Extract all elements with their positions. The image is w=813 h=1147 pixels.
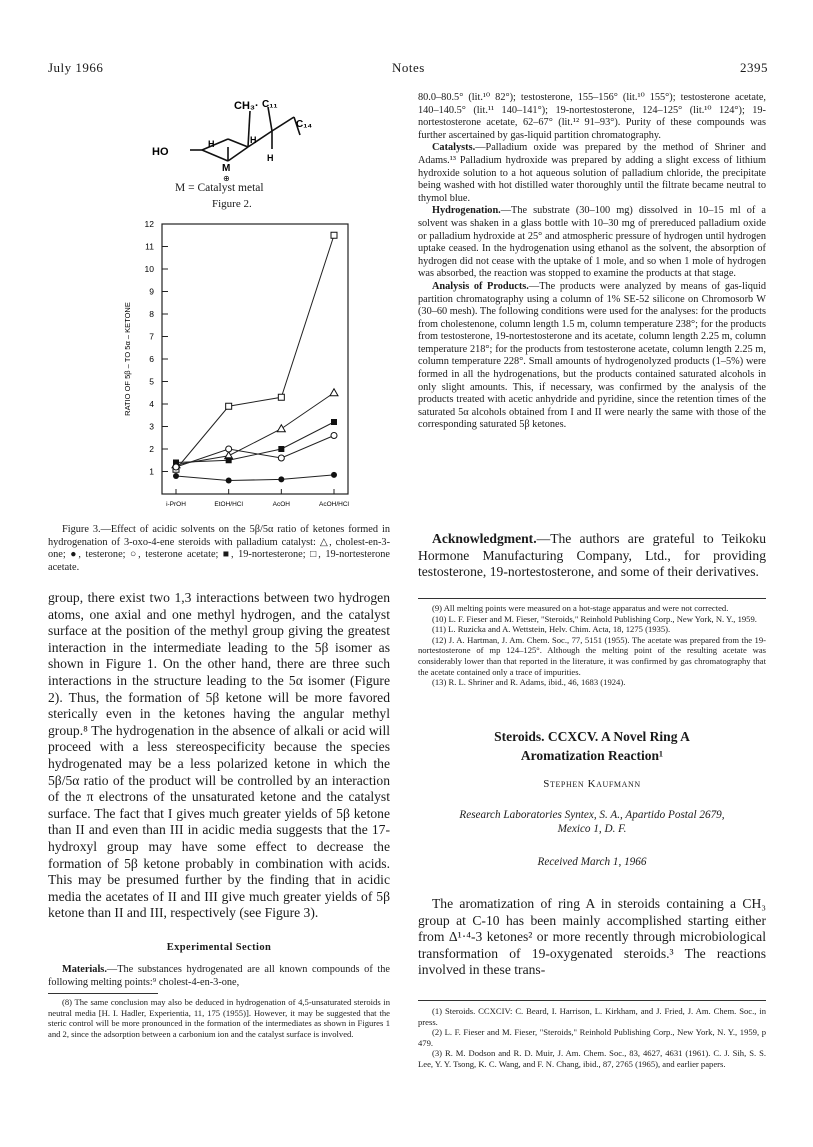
page-number: 2395 — [740, 60, 768, 75]
y-tick-label: 1 — [149, 466, 154, 477]
series-line-5 — [176, 475, 334, 481]
h-label-1: H — [208, 139, 215, 149]
y-tick-label: 7 — [149, 331, 154, 342]
data-point-square-filled — [226, 457, 232, 463]
m-charge: ⊕ — [223, 174, 230, 183]
materials-paragraph: Materials.—The substances hydrogenated are all known compounds of the following melting points:⁹ cholest-4-en-3-one, — [48, 964, 390, 988]
y-tick-label: 5 — [149, 376, 154, 387]
figure3-chart — [118, 216, 358, 528]
catalysts-paragraph: Catalysts.—Palladium oxide was prepared by the method of Shriner and Adams.¹³ Palladium hydroxide was prepared by adding a slight excess of lithium hydroxide solution to a hot aqueous solution of palladium chloride, the precipitate being washed with hot distilled water thoroughly until the filtrate became neutral to thymol blue. — [418, 142, 766, 204]
ch3-label: CH₃· — [234, 100, 259, 112]
running-header-left: July 1966 — [48, 60, 104, 75]
m-label: M — [222, 163, 231, 174]
data-point-circle-open — [173, 464, 179, 470]
data-point-circle-open — [278, 455, 284, 461]
right-column-experimental — [418, 92, 766, 432]
data-point-circle-open — [226, 446, 232, 452]
y-tick-label: 10 — [144, 264, 154, 274]
y-tick-label: 2 — [149, 444, 154, 454]
article-author: Stephen Kaufmann — [543, 778, 641, 790]
y-tick-label: 12 — [144, 219, 154, 229]
hydrogenation-paragraph: Hydrogenation.—The substrate (30–100 mg) dissolved in 10–15 ml of a solvent was shaken in a glass bottle with 10–30 mg of prereduced palladium oxide or palladium hydroxide at 25° and atmospheric pressure of hydrogen until hydrogen uptake ceased. In the hydrogenation using ethanol as the solvent, the absorption of hydrogen did not cease with the uptake of 1 mole, and so when 1 mole of hydrogen was absorbed, the reaction was stopped to examine the products at that stage. — [418, 205, 766, 280]
data-point-circle-filled — [331, 472, 337, 478]
experimental-heading: Experimental Section — [166, 942, 272, 953]
x-tick-label: i-PrOH — [166, 501, 186, 508]
y-tick-label: 6 — [149, 354, 154, 364]
c14-label: C₁₄ — [296, 119, 313, 130]
data-point-circle-open — [331, 433, 337, 439]
data-point-square-filled — [331, 419, 337, 425]
h-label-2: H — [250, 135, 257, 145]
data-point-circle-filled — [173, 473, 179, 479]
x-tick-label: EtOH/HCl — [214, 501, 243, 508]
materials-label: Materials. — [62, 964, 107, 975]
figure3-caption: Figure 3.—Effect of acidic solvents on the 5β/5α ratio of ketones formed in hydrogenation of 3-oxo-4-ene steroids with palladium catalyst: △, cholest-en-3-one; ●, testerone; ○, testerone acetate; ■, 19-nortesterone; □, 19-nortesterone acetate. — [48, 524, 390, 573]
y-tick-label: 8 — [149, 309, 154, 319]
footnote-rule-left — [48, 993, 158, 994]
article-intro: The aromatization of ring A in steroids containing a CH₃ group at C-10 has been mainly accomplished starting either from Δ¹·⁴-3 ketones² or more recently through microbiological transformation of 19-oxygenated steroids.³ The reactions involved in these trans- — [418, 896, 766, 978]
data-point-square-open — [331, 232, 337, 238]
data-point-square-open — [278, 394, 284, 400]
article-affiliation: Research Laboratories Syntex, S. A., Apartido Postal 2679, Mexico 1, D. F. — [459, 809, 725, 835]
structure-bonds — [190, 107, 300, 161]
y-axis-label: RATIO OF 5β – TO 5α – KETONE — [123, 302, 132, 416]
ho-label: HO — [152, 146, 169, 158]
y-tick-label: 3 — [149, 421, 154, 432]
article-received: Received March 1, 1966 — [537, 856, 647, 868]
h-label-3: H — [267, 153, 274, 163]
y-tick-label: 9 — [149, 286, 154, 297]
data-point-triangle-open — [277, 425, 285, 432]
x-tick-label: AcOH/HCl — [319, 501, 349, 508]
footnote-rule-article — [418, 1000, 766, 1001]
article-footnotes: (1) Steroids. CCXCIV: C. Beard, I. Harrison, L. Kirkham, and J. Fried, J. Am. Chem. Soc., in press. (2) L. F. Fieser and M. Fieser, "Steroids," Reinhold Publishing Corp., New York, N. Y., 1959, p 479. (3) R. M. Dodson and R. D. Muir, J. Am. Chem. Soc., 83, 4627, 4631 (1961). C. J. Sih, S. S. Lee, Y. Y. Tsong, K. C. Wang, and F. N. Chang, ibid., 87, 2765 (1965), and earlier papers. — [418, 1006, 766, 1069]
c11-label: C₁₁ — [262, 99, 278, 110]
acknowledgment: Acknowledgment.—The authors are grateful to Teikoku Hormone Manufacturing Company, Ltd., for providing testosterone, 19-nortestosterone, and some of their derivatives. — [418, 531, 766, 580]
data-point-triangle-open — [330, 389, 338, 396]
discussion-paragraph: group, there exist two 1,3 interactions between two hydrogen atoms, one axial and one methyl hydrogen, and the catalyst surface at the position of the methyl group giving the greatest interaction in the intermediate leading to the 5β isomer as shown in Figure 1. On the other hand, there are three such interactions in the structure leading to the 5α isomer (Figure 2). Thus, the formation of 5β ketone will be more favored sterically even in the ketones having the angular methyl group.⁸ The hydrogenation in the absence of alkali or acid will proceed with a less stereospecificity because the species hydrogenated may be a less polarized ketone in which the 5β/5α ratio of the product will be controlled by an interaction of the π electrons of the unsaturated ketone and the catalyst surface. The fact that I gives much greater yields of 5β ketone than II and even than III in acidic media suggests that the 17-hydroxyl group may have some effect to decrease the formation of 5β ketone probably in combination with acids. This may be presumed further by the finding that in acidic media the acetates of II and III give much greater yields of 5β ketone than II and III, respectively (see Figure 3). — [48, 590, 390, 921]
data-point-square-open — [226, 403, 232, 409]
left-column-body — [48, 590, 390, 922]
footnote-8: (8) The same conclusion may also be deduced in hydrogenation of 4,5-unsaturated steroids in neutral media [H. I. Hadler, Experientia, 11, 175 (1955)]. However, it may be suggested that the steric control will be more pronounced in the formation of the intermediates as shown in Figures 1 and 2, since the adsorption between a carbonium ion and the catalyst surface is involved. — [48, 997, 390, 1039]
right-footnotes: (9) All melting points were measured on a hot-stage apparatus and were not corrected. (10) L. F. Fieser and M. Fieser, "Steroids," Reinhold Publishing Corp., New York, N. Y., 1959. (11) L. Ruzicka and A. Wettstein, Helv. Chim. Acta, 18, 1275 (1935). (12) J. A. Hartman, J. Am. Chem. Soc., 77, 5151 (1955). The acetate was prepared from the 19-nortestosterone of mp 124–125°. Although the melting point of the resulting acetate was considerably lower than that reported in the literature, it was confirmed by gas chromatography that the acetate contained only a trace of impurities. (13) R. L. Shriner and R. Adams, ibid., 46, 1683 (1924). — [418, 603, 766, 688]
footnote-rule-right — [418, 598, 766, 599]
data-point-circle-filled — [226, 478, 232, 484]
data-point-square-filled — [278, 446, 284, 452]
article-title: Steroids. CCXCV. A Novel Ring A Aromatization Reaction¹ — [494, 729, 690, 763]
figure2-caption: Figure 2. — [212, 198, 252, 210]
y-tick-label: 11 — [145, 241, 154, 252]
melting-points-text: 80.0–80.5° (lit.¹⁰ 82°); testosterone, 155–156° (lit.¹⁰ 155°); testosterone acetate, 140–140.5° (lit.¹¹ 140–141°); 19-nortestosterone, 124–125° (lit.¹⁰ 124°); 19-nortestosterone acetate, 62–67° (lit.¹² 91–93°). Purity of these compounds was further ascertained by gas-liquid partition chromatography. — [418, 92, 766, 141]
running-header-center: Notes — [392, 60, 425, 75]
catalyst-legend: M = Catalyst metal — [175, 182, 264, 194]
analysis-paragraph: Analysis of Products.—The products were analyzed by means of gas-liquid partition chromatography using a column of 1% SE-52 silicone on Chromosorb W (30–60 mesh). The following conditions were used for the analyses: for the products from cholestenone, column length 1.5 m, column temperature 238°; for the products from testosterone, 19-nortestosterone and its acetate, column length 2.25 m, column temperature 218°; for the products from testosterone acetate, column length 2.25 m, column temperature 228°. Small amounts of hydrogenolyzed products (1–5%) were formed in all the hydrogenations, but the products contained saturated alcohols in only slight amounts. This, if necessary, was confirmed by the analysis of the products treated with acetic anhydride and pyridine, since the retention times of the saturated 5α alcohols obtained from I and II were nearly the same with those of the corresponding saturated 5β ketones. — [418, 280, 766, 431]
data-point-circle-filled — [278, 476, 284, 482]
y-tick-label: 4 — [149, 399, 154, 409]
x-tick-label: AcOH — [272, 501, 291, 508]
